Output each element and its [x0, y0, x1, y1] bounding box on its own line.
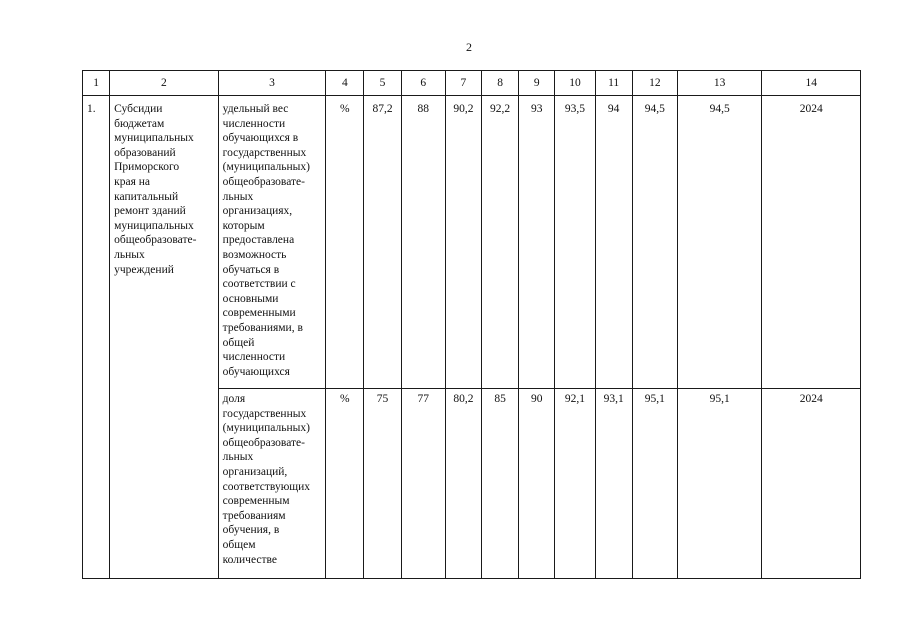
year-cell: 2024	[762, 389, 861, 579]
indicator-line: удельный вес	[222, 103, 289, 115]
indicator-line: общеобразовате-	[222, 175, 305, 188]
indicator-line: общем	[222, 538, 256, 551]
program-line: капитальный	[114, 190, 179, 203]
value-cell: 80,2	[445, 389, 481, 579]
program-line: края на	[114, 175, 150, 188]
program-line: муниципальных	[114, 219, 194, 232]
program-name	[110, 96, 219, 579]
value-cell: 75	[364, 389, 401, 579]
indicator-name	[218, 389, 326, 579]
indicator-line: современным	[222, 495, 290, 508]
indicator-name	[218, 96, 326, 389]
indicator-line: численности	[222, 351, 286, 364]
header-cell: 1	[83, 71, 110, 96]
header-cell: 2	[110, 71, 219, 96]
row-number: 1.	[83, 96, 110, 579]
value-cell: 77	[401, 389, 445, 579]
indicator-line: основными	[222, 292, 279, 305]
column-numbers-row	[83, 71, 861, 96]
value-cell: 93,1	[595, 389, 632, 579]
page-number: 2	[466, 40, 472, 54]
value-cell: 93,5	[555, 96, 595, 389]
indicator-line: возможность	[222, 248, 287, 261]
header-cell: 11	[595, 71, 632, 96]
indicator-line: соответствующих	[222, 480, 311, 493]
header-cell: 13	[677, 71, 761, 96]
program-line: бюджетам	[114, 117, 165, 130]
unit-cell: %	[326, 389, 364, 579]
indicator-line: современными	[222, 307, 296, 320]
header-cell: 6	[401, 71, 445, 96]
program-line: образований	[114, 146, 176, 159]
indicator-line: доля	[222, 393, 246, 405]
indicator-line: организациях,	[222, 205, 293, 218]
indicator-line: общеобразовате-	[222, 436, 305, 449]
indicator-line: обучаться в	[222, 263, 280, 276]
indicator-line: обучающихся	[222, 365, 290, 378]
value-cell: 90,2	[445, 96, 481, 389]
indicator-line: соответствии с	[222, 278, 296, 291]
value-cell: 94,5	[677, 96, 761, 389]
indicator-line: общей	[222, 336, 255, 349]
program-line: общеобразовате-	[114, 234, 197, 247]
indicator-line: обучения, в	[222, 524, 280, 537]
value-cell: 95,1	[677, 389, 761, 579]
value-cell: 94,5	[632, 96, 677, 389]
program-line: Субсидии	[114, 103, 163, 115]
indicator-line: требованиями, в	[222, 321, 303, 334]
value-cell: 93	[519, 96, 555, 389]
value-cell: 95,1	[632, 389, 677, 579]
value-cell: 92,1	[555, 389, 595, 579]
value-cell: 92,2	[481, 96, 518, 389]
indicator-line: численности	[222, 117, 286, 130]
table-row	[83, 96, 861, 389]
indicator-line: предоставлена	[222, 234, 295, 247]
header-cell: 12	[632, 71, 677, 96]
unit-cell: %	[326, 96, 364, 389]
indicator-table	[82, 70, 861, 579]
indicator-line: государственных	[222, 407, 307, 420]
program-line: льных	[114, 248, 145, 261]
header-cell: 9	[519, 71, 555, 96]
value-cell: 90	[519, 389, 555, 579]
header-cell: 4	[326, 71, 364, 96]
indicator-line: льных	[222, 451, 254, 464]
value-cell: 88	[401, 96, 445, 389]
program-line: Приморского	[114, 161, 180, 174]
indicator-line: (муниципальных)	[222, 422, 310, 435]
header-cell: 7	[445, 71, 481, 96]
header-cell: 10	[555, 71, 595, 96]
value-cell: 87,2	[364, 96, 401, 389]
indicator-line: льных	[222, 190, 254, 203]
indicator-line: требованиям	[222, 509, 286, 522]
indicator-line: (муниципальных)	[222, 161, 310, 174]
program-line: учреждений	[114, 263, 174, 276]
header-cell: 8	[481, 71, 518, 96]
indicator-line: государственных	[222, 146, 307, 159]
indicator-line: количестве	[222, 553, 277, 566]
year-cell: 2024	[762, 96, 861, 389]
program-line: ремонт зданий	[114, 205, 186, 218]
value-cell: 94	[595, 96, 632, 389]
indicator-line: обучающихся в	[222, 132, 299, 145]
indicator-line: организаций,	[222, 465, 288, 478]
program-line: муниципальных	[114, 132, 194, 145]
indicator-line: которым	[222, 219, 265, 232]
header-cell: 5	[364, 71, 401, 96]
header-cell: 14	[762, 71, 861, 96]
value-cell: 85	[481, 389, 518, 579]
header-cell: 3	[218, 71, 326, 96]
